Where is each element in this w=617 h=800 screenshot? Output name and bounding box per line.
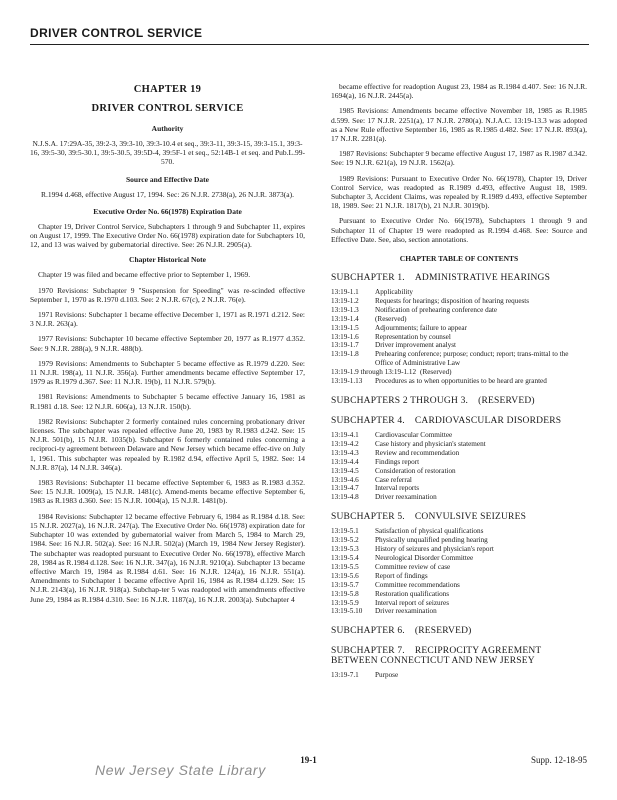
toc-row [331,333,587,342]
section-title: Case history and physician's statement [375,439,486,448]
source-text: R.1994 d.468, effective August 17, 1994. Sec: 26 N.J.R. 2738(a), 26 N.J.R. 3873(a). [41,189,294,199]
subchapter-title: CONVULSIVE SEIZURES [414,512,527,523]
section-title: Committee recommendations [375,580,460,589]
eo-heading: Executive Order No. 66(1978) Expiration Date [93,206,242,216]
right-paragraph: became effective for readoption August 23, 1984 as R.1984 d.407. See: 16 N.J.R. 1694(a), 16 N.J.R. 2445(a). [331,82,587,101]
subchapter-label: SUBCHAPTER 1. [331,273,405,284]
toc-row [331,572,587,581]
section-title: Procedures as to when opportunities to be heard are granted [375,377,547,386]
toc-row [331,350,587,368]
section-title: Restoration qualifications [375,589,450,598]
section-number: 13:19-5.9 [331,598,359,607]
section-title: Report of findings [375,571,428,580]
section-title: Driver reexamination [375,607,437,616]
section-number: 13:19-4.8 [331,493,359,502]
subchapter-title: (RESERVED) [414,626,472,637]
subchapter-title: ADMINISTRATIVE HEARINGS [414,273,551,284]
subchapter-label: SUBCHAPTER 7. [331,646,405,657]
section-title: (Reserved) [375,314,407,323]
section-number: 13:19-5.7 [331,580,359,589]
section-title: Adjournments; failure to appear [375,323,468,332]
toc-row [331,563,587,572]
section-title: Case referral [375,475,412,484]
toc-row [331,288,587,297]
toc-row [331,590,587,599]
section-number: 13:19-4.7 [331,484,359,493]
running-head: DRIVER CONTROL SERVICE [30,26,203,40]
section-number: 13:19-1.13 [331,377,363,386]
section-title: Requests for hearings; disposition of hearing requests [375,296,530,305]
section-title: Cardiovascular Committee [375,431,453,440]
left-column [30,84,305,610]
section-number: 13:19-4.1 [331,431,359,440]
source-heading: Source and Effective Date [126,174,209,184]
subchapter-label: SUBCHAPTER 5. [331,512,405,523]
toc-row [331,671,587,680]
subchapter-label: SUBCHAPTER 6. [331,626,405,637]
subchapter-heading [331,416,587,426]
toc-row [331,440,587,449]
toc-row [331,431,587,440]
right-column [331,82,587,680]
toc-row [331,341,587,350]
section-number: 13:19-5.10 [331,607,363,616]
section-number: 13:19-7.1 [331,671,359,680]
toc-row [331,315,587,324]
right-paragraph: Pursuant to Executive Order No. 66(1978), Subchapters 1 through 9 and Subchapter 11 of Chapter 19 were readopted as R.1994 d.468. See: Source and Effective Date. See, also, section annotations. [331,216,587,244]
history-notes [30,270,305,603]
left-paragraph: 1977 Revisions: Subchapter 10 became effective September 20, 1977 as R.1977 d.352. See: 9 N.J.R. 288(a), 9 N.J.R. 488(b). [30,334,305,353]
right-paragraph: 1987 Revisions: Subchapter 9 became effective August 17, 1987 as R.1987 d.342. See: 19 N.J.R. 621(a), 19 N.J.R. 1562(a). [331,149,587,168]
section-number: 13:19-1.9 through 13:19-1.12 [331,368,417,377]
section-title: Neurological Disorder Committee [375,553,474,562]
subchapter-heading [331,626,587,636]
toc-row [331,607,587,616]
toc-row [331,467,587,476]
toc-row [331,324,587,333]
toc-row [331,536,587,545]
toc-row [331,545,587,554]
subchapter-heading [331,646,587,666]
section-number: 13:19-1.3 [331,305,359,314]
section-number: 13:19-1.5 [331,323,359,332]
section-number: 13:19-4.3 [331,448,359,457]
page-folio: 19-1 [300,755,317,765]
supplement-date: Supp. 12-18-95 [531,755,587,765]
left-paragraph: 1971 Revisions: Subchapter 1 became effective December 1, 1971 as R.1971 d.212. See: 3 N.J.R. 263(a). [30,310,305,329]
toc-row [331,306,587,315]
section-title: Consideration of restoration [375,466,456,475]
toc-row [331,377,587,386]
subchapter-title: CARDIOVASCULAR DISORDERS [414,416,562,427]
section-title: Physically unqualified pending hearing [375,536,488,545]
section-title: Driver reexamination [375,493,437,502]
section-title: Satisfaction of physical qualifications [375,527,484,536]
section-title: History of seizures and physician's report [375,545,494,554]
section-number: 13:19-5.8 [331,589,359,598]
left-paragraph: 1983 Revisions: Subchapter 11 became effective September 6, 1983 as R.1983 d.352. See: 15 N.J.R. 1009(a), 15 N.J.R. 1481(c). Amend-ments became effective September 6, 1983 as R.1983 d.360. See: 15 N.J.R. 1004(a), 15 N.J.R. 1481(b). [30,478,305,506]
left-paragraph: 1984 Revisions: Subchapter 12 became effective February 6, 1984 as R.1984 d.18. See: 15 N.J.R. 2027(a), 16 N.J.R. 247(a). The Executive Order No. 66(1978) expiration date for Subchapter 10 was extended by gubernatorial waiver from March 5, 1984 to March 29, 1984. See: 16 N.J.R. 502(a). See: 16 N.J.R. 502(a) (March 19, 1984 New Jersey Register). The subchapter was readopted pursuant to Executive Order No. 66(1978), effective March 28, 1984 as R.1984 d.128. See: 16 N.J.R. 347(a), 16 N.J.R. 9210(a). Subchapter 13 became effective March 19, 1984 as R.1984 d.61. See: 16 N.J.R. 124(a), 16 N.J.R. 551(a). Amendments to Subchapter 1 became effective April 16, 1984 as R.1984 d.129. See: 15 N.J.R. 2143(a), 16 N.J.R. 918(a). Subchap-ter 5 was readopted with amendments effective June 29, 1984 as R.1984 d.310. See: 16 N.J.R. 1187(a), 16 N.J.R. 2003(a). Subchapter 4 [30,511,305,604]
right-paragraph: 1985 Revisions: Amendments became effective November 18, 1985 as R.1985 d.599. See: 17 N.J.R. 2251(a), 17 N.J.R. 2780(a). N.J.A.C. 13:19-13.3 was adopted as a New Rule effective September 16, 1985 as R.1985 d.482. See: 17 N.J.R. 893(a), 17 N.J.R. 2281(a). [331,106,587,144]
section-title: Representation by counsel [375,332,451,341]
subchapter-heading [331,273,587,283]
section-number: 13:19-5.3 [331,545,359,554]
toc-row [331,297,587,306]
section-number: 13:19-4.5 [331,466,359,475]
section-number: 13:19-1.7 [331,341,359,350]
toc-row [331,554,587,563]
subchapter-title: (RESERVED) [478,396,535,407]
right-paragraph: 1989 Revisions: Pursuant to Executive Order No. 66(1978), Chapter 19, Driver Control Service, was readopted as R.1989 d.493, effective August 18, 1989. Subchapter 3, Accident Claims, was repealed by R.1989 d.493, effective September 18, 1989. See: 21 N.J.R. 1817(b), 21 N.J.R. 3019(b). [331,173,587,211]
section-number: 13:19-5.1 [331,527,359,536]
section-title: Notification of prehearing conference date [375,305,498,314]
section-number: 13:19-5.5 [331,562,359,571]
section-title: Driver improvement analyst [375,341,457,350]
chapter-number: CHAPTER 19 [133,84,202,95]
authority-heading: Authority [151,124,184,133]
section-number: 13:19-1.2 [331,296,359,305]
table-of-contents [331,273,587,680]
section-number: 13:19-4.4 [331,457,359,466]
toc-row [331,484,587,493]
toc-row [331,476,587,485]
left-paragraph: 1981 Revisions: Amendments to Subchapter 5 became effective January 16, 1981 as R.1981 d.18. See: 12 N.J.R. 606(a), 13 N.J.R. 150(b). [30,392,305,411]
toc-row [331,493,587,502]
section-number: 13:19-1.6 [331,332,359,341]
section-title: Interval report of seizures [375,598,450,607]
subchapter-label: SUBCHAPTER 4. [331,416,405,427]
section-title: Prehearing conference; purpose; conduct; report; trans-mittal to the Office of Administrative Law [375,350,569,368]
section-title: Findings report [375,457,420,466]
toc-row [331,527,587,536]
section-title: Review and recommendation [375,448,460,457]
left-paragraph: Chapter 19 was filed and became effective prior to September 1, 1969. [38,270,251,280]
history-notes-continued [331,82,587,244]
section-number: 13:19-4.6 [331,475,359,484]
subchapter-heading [331,512,587,522]
toc-row [331,449,587,458]
section-number: 13:19-5.4 [331,553,359,562]
subchapter-heading [331,396,587,406]
section-title: (Reserved) [420,368,452,377]
section-title: Purpose [375,671,399,680]
left-paragraph: 1982 Revisions: Subchapter 2 formerly contained rules concerning probationary driver licenses. The subchapter was repealed effective June 20, 1983 by R.1983 d.242. See: 15 N.J.R. 501(b), 15 N.J.R. 1035(b). Subchapter 6 formerly contained rules concerning a reciproci-ty agreement between Delaware and New Jersey which became effec-tive on July 1, 1961. This subchapter was repealed by R.1982 d.94, effective April 5, 1982. See: 14 N.J.R. 87(a), 14 N.J.R. 346(a). [30,416,305,472]
toc-row [331,581,587,590]
toc-heading: CHAPTER TABLE OF CONTENTS [399,254,519,264]
history-heading: Chapter Historical Note [129,255,206,265]
toc-row [331,599,587,608]
section-title: Interval reports [375,484,420,493]
section-title: Applicability [375,288,413,297]
left-paragraph: 1979 Revisions: Amendments to Subchapter 5 became effective as R.1979 d.220. See: 11 N.J.R. 198(a), 11 N.J.R. 356(a). Further amendments became effective September 17, 1979 as R.1979 d.367. See: 11 N.J.R. 19(b), 11 N.J.R. 579(b). [30,358,305,387]
section-number: 13:19-1.8 [331,350,359,359]
library-stamp: New Jersey State Library [95,762,266,778]
section-number: 13:19-1.1 [331,288,359,297]
eo-text: Chapter 19, Driver Control Service, Subchapters 1 through 9 and Subchapter 11, expires on August 17, 1999. The Executive Order No. 66(1978) expiration date for Subchapters 10, 12, and 13 was waived by gubernatorial directive. See: 26 N.J.R. 2905(a). [30,221,305,250]
section-number: 13:19-5.2 [331,536,359,545]
chapter-title: DRIVER CONTROL SERVICE [91,103,244,114]
toc-row [331,368,587,377]
section-title: Committee review of case [375,562,451,571]
section-number: 13:19-4.2 [331,439,359,448]
section-number: 13:19-1.4 [331,314,359,323]
section-number: 13:19-5.6 [331,571,359,580]
header-rule [30,44,589,45]
subchapter-label: SUBCHAPTERS 2 THROUGH 3. [331,396,469,407]
subchapter-title: RECIPROCITY AGREEMENT BETWEEN CONNECTICUT AND NEW JERSEY [331,646,542,667]
toc-row [331,458,587,467]
authority-text: N.J.S.A. 17:29A-35, 39:2-3, 39:3-10, 39:3-10.4 et seq., 39:3-11, 39:3-15, 39:3-15.1, 39:3-16, 39:5-30, 39:5-30.1, 39:5-30.5, 39:5D-4, 39:5F-1 et seq., 52:14B-1 et seq. and Pub.L.99-570. [30,139,305,167]
left-paragraph: 1970 Revisions: Subchapter 9 "Suspension for Speeding" was re-scinded effective September 1, 1970 as R.1970 d.103. See: 2 N.J.R. 67(c), 2 N.J.R. 76(e). [30,285,305,304]
